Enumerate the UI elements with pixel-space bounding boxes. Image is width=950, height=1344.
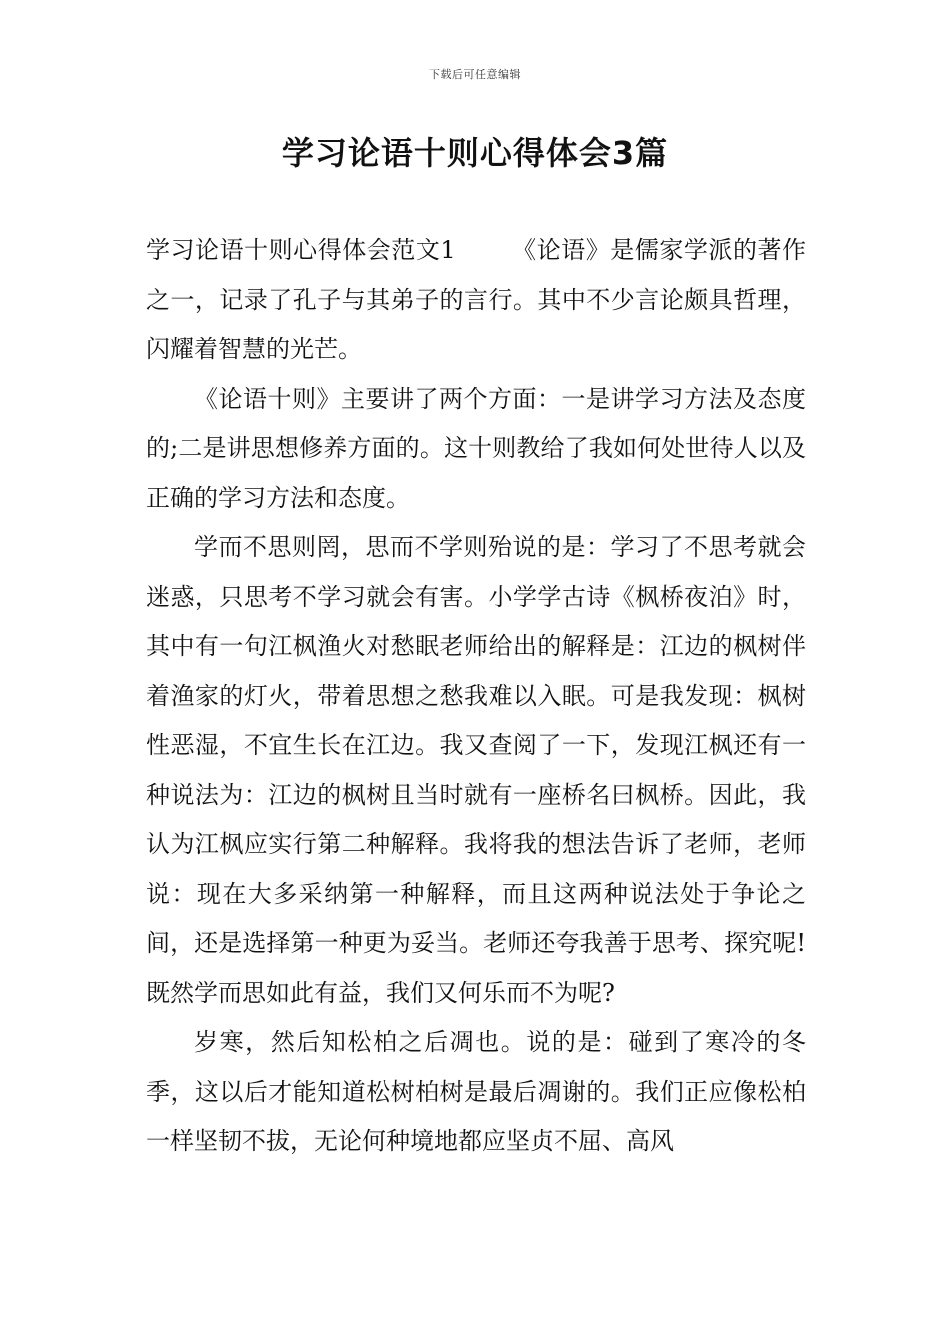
document-body (146, 226, 806, 1167)
paragraph-4: 岁寒，然后知松柏之后凋也。说的是：碰到了寒冷的冬季，这以后才能知道松树柏树是最后凋谢的。我们正应像松柏一样坚韧不拔，无论何种境地都应坚贞不屈、高风 (146, 1028, 806, 1155)
paragraph-1-text: 《论语》是儒家学派的著作之一，记录了孔子与其弟子的言行。其中不少言论颇具哲理，闪耀着智慧的光芒。 (146, 236, 806, 363)
paragraph-1 (146, 226, 806, 375)
paragraph-3: 学而不思则罔，思而不学则殆说的是：学习了不思考就会迷惑，只思考不学习就会有害。小学学古诗《枫桥夜泊》时，其中有一句江枫渔火对愁眠老师给出的解释是：江边的枫树伴着渔家的灯火，带着思想之愁我难以入眠。可是我发现：枫树性恶湿，不宜生长在江边。我又查阅了一下，发现江枫还有一种说法为：江边的枫树且当时就有一座桥名曰枫桥。因此，我认为江枫应实行第二种解释。我将我的想法告诉了老师，老师说：现在大多采纳第一种解释，而且这两种说法处于争论之间，还是选择第一种更为妥当。老师还夸我善于思考、探究呢!既然学而思如此有益，我们又何乐而不为呢? (146, 533, 806, 1007)
section-label: 学习论语十则心得体会范文1 (146, 236, 456, 264)
document-title: 学习论语十则心得体会3篇 (281, 134, 669, 172)
header-note: 下载后可任意编辑 (429, 68, 521, 81)
paragraph-2: 《论语十则》主要讲了两个方面：一是讲学习方法及态度的;二是讲思想修养方面的。这十则教给了我如何处世待人以及正确的学习方法和态度。 (146, 384, 806, 512)
